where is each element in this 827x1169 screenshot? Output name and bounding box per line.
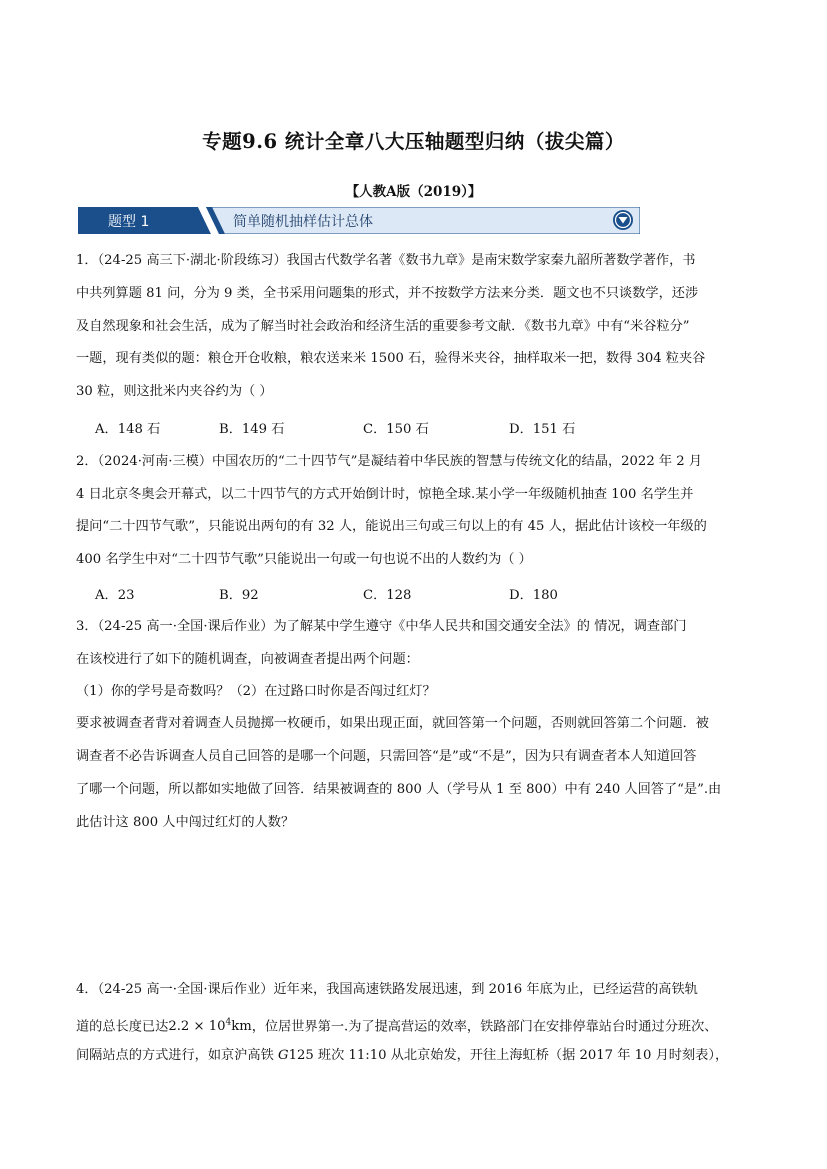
q2-line: 400 名学生中对“二十四节气歌”只能说出一句或一句也说不出的人数约为（ ） xyxy=(76,552,532,567)
q3-line: 要求被调查者背对着调查人员抛掷一枚硬币，如果出现正面，就回答第一个问题，否则就回答第二个问题．被 xyxy=(76,716,709,731)
q3-line: 了哪一个问题，所以都如实地做了回答．结果被调查的 800 人（学号从 1 至 800）中有 240 人回答了“是”.由 xyxy=(76,782,722,797)
q2-line: 提问“二十四节气歌”，只能说出两句的有 32 人，能说出三句或三句以上的有 45 人，据此估计该校一年级的 xyxy=(76,519,707,534)
q4-math-unit: km xyxy=(231,1019,252,1035)
edition-subtitle: 【人教A版（2019）】 xyxy=(345,184,482,200)
q4-math-exponent: 4 xyxy=(225,1018,232,1028)
q4-line xyxy=(76,1045,776,1067)
q4-text: ，位居世界第一.为了提高营运的效率，铁路部门在安排停靠站台时通过分班次、 xyxy=(251,1019,718,1035)
section-type-label: 题型 1 xyxy=(108,214,150,230)
q2-line: 4 日北京冬奥会开幕式，以二十四节气的方式开始倒计时，惊艳全球.某小学一年级随机抽查 100 名学生并 xyxy=(76,487,694,502)
q4-math-base: 2.2 × 10 xyxy=(168,1019,226,1035)
q3-line: （1）你的学号是奇数吗？（2）在过路口时你是否闯过红灯？ xyxy=(76,684,436,699)
q2-option-a: A．23 xyxy=(95,588,135,603)
q2-line: 2．（2024·河南·三模）中国农历的“二十四节气”是凝结着中华民族的智慧与传统文化的结晶，2022 年 2 月 xyxy=(76,454,703,469)
q4-text: 道的总长度已达 xyxy=(76,1019,169,1035)
q4-line xyxy=(76,1012,776,1038)
q4-text: 间隔站点的方式进行，如京沪高铁 xyxy=(76,1048,279,1063)
q1-option-b: B．149 石 xyxy=(219,422,285,437)
q1-line: 30 粒，则这批米内夹谷约为（ ） xyxy=(76,384,273,399)
section-heading: 简单随机抽样估计总体 xyxy=(233,214,373,230)
q3-line: 3．（24-25 高一·全国·课后作业）为了解某中学生遵守《中华人民共和国交通安全法》的 情况，调查部门 xyxy=(76,619,687,634)
q4-line: 4．（24-25 高一·全国·课后作业）近年来，我国高速铁路发展迅速，到 2016 年底为止，已经运营的高铁轨 xyxy=(76,982,698,997)
q4-text: 125 班次 11:10 从北京始发，开往上海虹桥（据 2017 年 10 月时刻表）， xyxy=(288,1048,729,1063)
q1-option-a: A．148 石 xyxy=(95,422,161,437)
q3-line: 此估计这 800 人中闯过红灯的人数？ xyxy=(76,815,295,830)
q1-line: 一题，现有类似的题：粮仓开仓收粮，粮农送来米 1500 石，验得米夹谷，抽样取米一把，数得 304 粒夹谷 xyxy=(76,351,706,366)
q3-line: 调查者不必告诉调查人员自己回答的是哪一个问题，只需回答“是”或“不是”，因为只有调查者本人知道回答 xyxy=(76,749,697,764)
q3-line: 在该校进行了如下的随机调查，向被调查者提出两个问题： xyxy=(76,652,419,667)
q1-option-c: C．150 石 xyxy=(363,422,429,437)
q2-option-b: B．92 xyxy=(219,588,259,603)
page-title: 专题9.6 统计全章八大压轴题型归纳（拔尖篇） xyxy=(202,130,625,153)
q4-math xyxy=(168,1019,251,1034)
q2-option-c: C．128 xyxy=(363,588,412,603)
q1-option-d: D．151 石 xyxy=(509,422,576,437)
q4-train-letter: G xyxy=(278,1048,289,1063)
chevron-down-icon[interactable] xyxy=(612,209,634,231)
q2-option-d: D．180 xyxy=(509,588,558,603)
q1-line: 1．（24-25 高三下·湖北·阶段练习）我国古代数学名著《数书九章》是南宋数学家秦九韶所著数学著作，书 xyxy=(76,253,696,268)
q1-line: 中共列算题 81 问，分为 9 类，全书采用问题集的形式，并不按数学方法来分类．题文也不只谈数学，还涉 xyxy=(76,286,699,301)
q1-line: 及自然现象和社会生活，成为了解当时社会政治和经济生活的重要参考文献．《数书九章》中有“米谷粒分” xyxy=(76,319,690,334)
